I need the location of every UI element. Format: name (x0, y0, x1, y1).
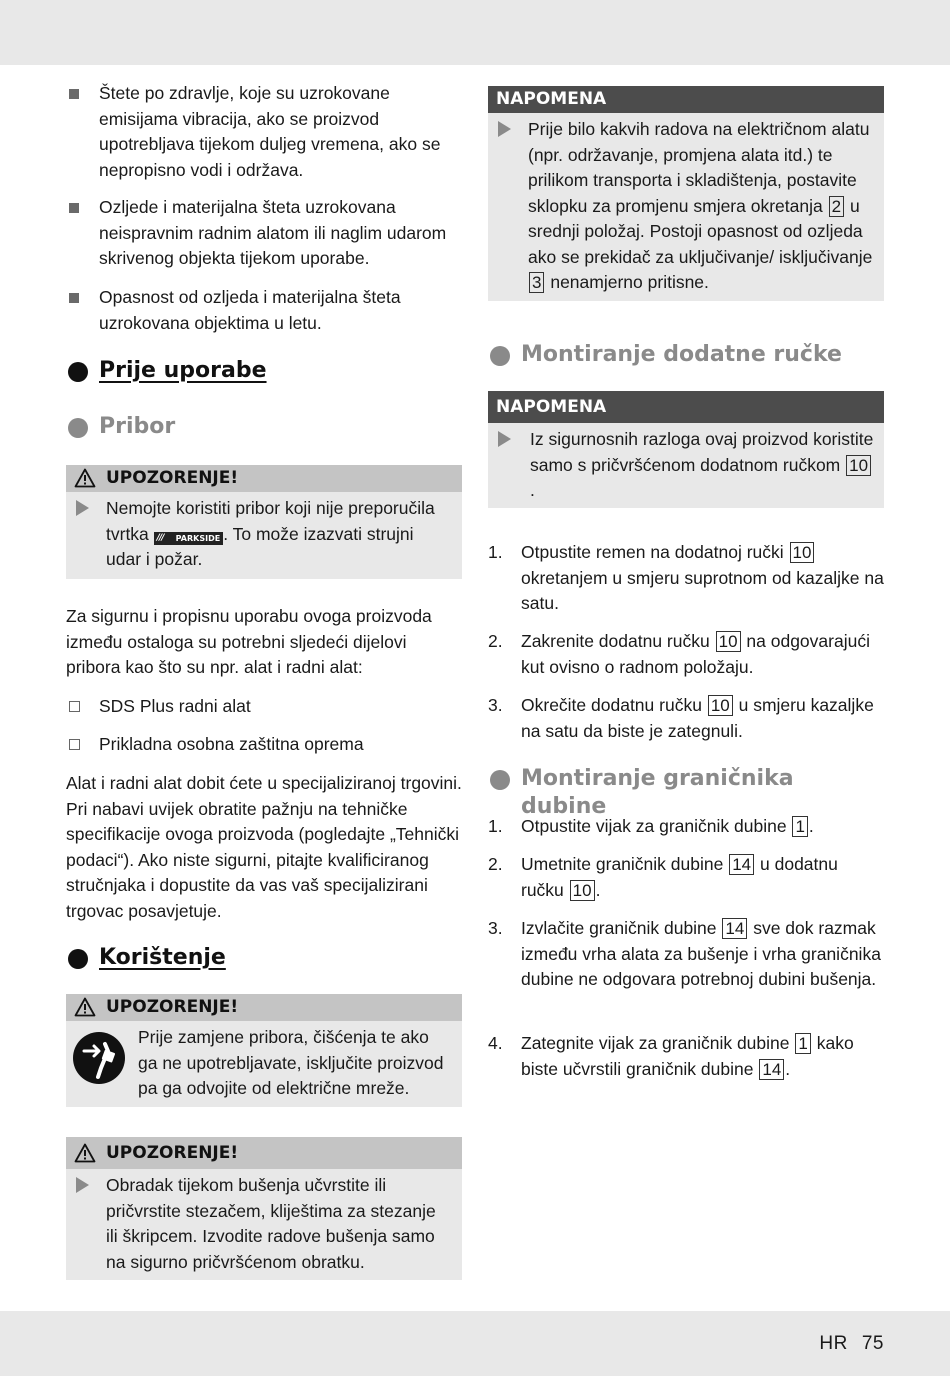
warning-box (66, 1137, 462, 1280)
note-box (488, 86, 884, 301)
step-item: 3. Izvlačite graničnik dubine 14 sve dok razmak između vrha alata za bušenje i vrha graničnika dubine ne odgovara potrebnoj dubini bušenja. (488, 918, 881, 989)
part-ref: 10 (716, 631, 741, 652)
warning-body: Nemojte koristiti pribor koji nije preporučila tvrtka /// PARKSIDE . To može izazvati strujni udar i požar. (66, 492, 462, 579)
bullet-dot-icon (490, 346, 510, 366)
part-ref: 14 (729, 854, 754, 875)
part-ref: 14 (759, 1059, 784, 1080)
checklist-item: SDS Plus radni alat (66, 694, 251, 720)
heading-before-use: Prije uporabe (66, 357, 267, 385)
part-ref: 14 (722, 918, 747, 939)
parkside-logo: /// PARKSIDE (154, 532, 224, 545)
paragraph: Alat i radni alat dobit ćete u specijaliziranoj trgovini. Pri nabavi uvijek obratite pažnju na tehničke specifikacije ovoga proizvoda (pogledajte „Tehnički podaci“). Ako niste sigurni, pitajte kvalificiranog stručnjaka i dopustite da vas vaš specijalizirani trgovac posavjetuje. (66, 773, 462, 921)
warning-triangle-icon (74, 997, 96, 1017)
list-item: Ozljede i materijalna šteta uzrokovana neispravnim radnim alatom ili naglim udarom skrivenog objekta tijekom uporabe. (66, 195, 466, 272)
list-item: Opasnost od ozljeda i materijalna šteta uzrokovana objektima u letu. (66, 285, 466, 336)
part-ref: 2 (829, 196, 844, 217)
header-band (0, 0, 950, 65)
step-item: 2. Zakrenite dodatnu ručku 10 na odgovarajući kut ovisno o radnom položaju. (488, 631, 870, 677)
square-bullet-icon (69, 293, 79, 303)
warning-box (66, 994, 462, 1107)
note-header: NAPOMENA (488, 391, 884, 423)
note-box (488, 391, 884, 508)
warning-triangle-icon (74, 1143, 96, 1163)
checkbox-icon (69, 701, 80, 712)
part-ref: 3 (529, 272, 544, 293)
step-item: 1. Otpustite remen na dodatnoj ručki 10 okretanjem u smjeru suprotnom od kazaljke na satu. (488, 542, 884, 613)
warning-header: UPOZORENJE! (66, 465, 462, 492)
unplug-icon (72, 1031, 126, 1085)
footer-band (0, 1311, 950, 1376)
heading-handle: Montiranje dodatne ručke (488, 341, 842, 369)
note-header: NAPOMENA (488, 86, 884, 113)
step-item: 3. Okrečite dodatnu ručku 10 u smjeru kazaljke na satu da biste je zategnuli. (488, 695, 874, 741)
arrow-right-icon (76, 1177, 89, 1193)
paragraph: Za sigurnu i propisnu uporabu ovoga proizvoda između ostaloga su potrebni sljedeći dijelovi pribora kao što su npr. alat i radni alat: (66, 606, 432, 677)
warning-body: Obradak tijekom bušenja učvrstite ili pričvrstite stezačem, kliještima za stezanje ili škripcem. Izvodite radove bušenja samo na sigurno pričvršćenom obratku. (66, 1169, 462, 1281)
heading-depth-stop: Montiranje graničnika dubine (488, 765, 884, 821)
bullet-dot-icon (68, 362, 88, 382)
heading-use: Korištenje (66, 944, 226, 972)
note-body: Prije bilo kakvih radova na električnom alatu (npr. održavanje, promjena alata itd.) te prilikom transporta i skladištenja, postavite sklopku za promjenu smjera okretanja 2 u srednji položaj. Postoji opasnost od ozljeda ako se prekidač za uključivanje/ isključivanje 3 nenamjerno pritisne. (488, 113, 884, 302)
step-item: 2. Umetnite graničnik dubine 14 u dodatnu ručku 10 . (488, 854, 838, 900)
part-ref: 10 (846, 455, 871, 476)
list-item: Štete po zdravlje, koje su uzrokovane emisijama vibracija, ako se proizvod upotrebljava tijekom duljeg vremena, ako se nepropisno vodi i održava. (66, 81, 466, 183)
warning-triangle-icon (74, 468, 96, 488)
arrow-right-icon (76, 500, 89, 516)
square-bullet-icon (69, 89, 79, 99)
part-ref: 1 (792, 816, 807, 837)
heading-accessories: Pribor (66, 413, 175, 441)
part-ref: 1 (795, 1033, 810, 1054)
page-number: HR 75 (819, 1333, 884, 1354)
part-ref: 10 (570, 880, 595, 901)
step-item: 4. Zategnite vijak za graničnik dubine 1 kako biste učvrstili graničnik dubine 14 . (488, 1033, 854, 1079)
checkbox-icon (69, 739, 80, 750)
bullet-dot-icon (68, 949, 88, 969)
warning-header: UPOZORENJE! (66, 1137, 462, 1169)
bullet-dot-icon (68, 418, 88, 438)
warning-header: UPOZORENJE! (66, 994, 462, 1021)
part-ref: 10 (708, 695, 733, 716)
part-ref: 10 (790, 542, 815, 563)
square-bullet-icon (69, 203, 79, 213)
checklist-item: Prikladna osobna zaštitna oprema (66, 732, 364, 758)
note-body: Iz sigurnosnih razloga ovaj proizvod koristite samo s pričvršćenom dodatnom ručkom 10. (488, 423, 884, 510)
warning-box (66, 465, 462, 579)
warning-body: Prije zamjene pribora, čišćenja te ako ga ne upotrebljavate, isključite proizvod pa ga odvojite od električne mreže. (66, 1021, 462, 1108)
arrow-right-icon (498, 121, 511, 137)
bullet-dot-icon (490, 770, 510, 790)
step-item: 1. Otpustite vijak za graničnik dubine 1 . (488, 816, 814, 836)
arrow-right-icon (498, 431, 511, 447)
